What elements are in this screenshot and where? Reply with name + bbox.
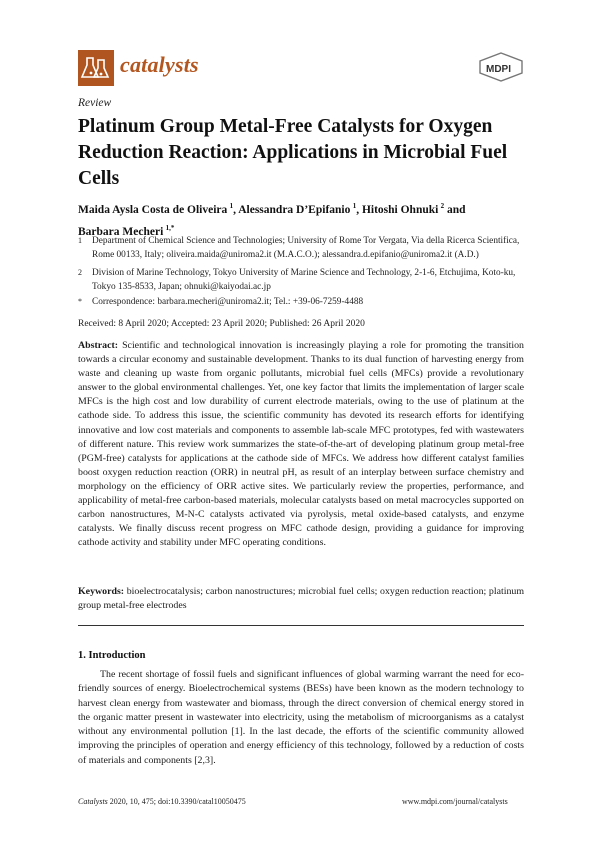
author-affiliation-mark: 1: [229, 202, 234, 210]
correspondence-text: Correspondence: barbara.mecheri@uniroma2.it; Tel.: +39-06-7259-4488: [92, 297, 364, 307]
journal-logo-icon: [78, 50, 114, 86]
author-name: Barbara Mecheri: [78, 225, 164, 238]
keywords-text: bioelectrocatalysis; carbon nanostructures; microbial fuel cells; oxygen reduction reaction; platinum group metal-free electrodes: [78, 586, 524, 612]
footer-journal: Catalysts: [78, 797, 108, 806]
abstract-text: Scientific and technological innovation is increasingly playing a role for promoting the transition towards a circular economy and sustainable development. Thanks to its dual function of harvesting energy from waste and cleaning up waste from organic pollutants, microbial fuel cells (MFCs) provide a revolutionary answer to the global environmental challenges. Yet, one key factor that limits the implementation of larger scale MFCs is the high cost and low durability of current electrode materials, owing to the use of platinum at the cathode side. To address this issue, the scientific community has devoted its research efforts for identifying innovative and low cost materials and components to assemble lab-scale MFC prototypes, fed with wastewaters of different nature. This review work summarizes the state-of-the-art of developing platinum group metal-free (PGM-free) catalysts for applications at the cathode side of MFCs. We address how different catalyst families boost oxygen reduction reaction (ORR) in neutral pH, as result of an interplay between surface chemistry and morphology on the efficiency of ORR active sites. We particularly review the properties, performance, and applicability of metal-free carbon-based materials, molecular catalysts based on metal macrocycles supported on carbon nanostructures, M-N-C catalysts activated via pyrolysis, metal oxide-based catalysts, and enzyme catalysts. We finally discuss recent progress on MFC cathode design, providing a guidance for improving cathode activity and stability under MFC operating conditions.: [78, 340, 524, 549]
author-name: Maida Aysla Costa de Oliveira: [78, 203, 228, 216]
affiliation-item: [78, 234, 524, 262]
affiliation-item: [78, 266, 524, 294]
publisher-name: MDPI: [486, 64, 511, 75]
article-type: Review: [78, 97, 112, 109]
journal-name: catalysts: [120, 52, 199, 77]
author-affiliation-mark: 2: [440, 202, 445, 210]
publication-dates: Received: 8 April 2020; Accepted: 23 April 2020; Published: 26 April 2020: [78, 319, 365, 329]
affiliation-text: Division of Marine Technology, Tokyo University of Marine Science and Technology, 2-1-6, Etchujima, Koto-ku, Tokyo 135-8533, Japan; ohnuki@kaiyodai.ac.jp: [92, 268, 516, 293]
affiliation-text: Department of Chemical Science and Technologies; University of Rome Tor Vergata, Via della Ricerca Scientifica, Rome 00133, Italy; oliveira.maida@uniroma2.it (M.A.C.O.); alessandra.d.epifanio@uniroma2.it (A.D.): [92, 236, 520, 261]
keywords-label: Keywords:: [78, 586, 125, 597]
abstract: [78, 339, 524, 550]
affiliation-mark: 2: [78, 268, 82, 277]
author-name: Alessandra D’Epifanio: [238, 203, 351, 216]
footer-url[interactable]: www.mdpi.com/journal/catalysts: [402, 797, 508, 806]
author-affiliation-mark: 1: [352, 202, 357, 210]
section-heading: 1. Introduction: [78, 650, 146, 661]
keywords: [78, 585, 524, 613]
author-conjunction: and: [447, 203, 466, 216]
paper-title: Platinum Group Metal-Free Catalysts for Oxygen Reduction Reaction: Applications in Microbial Fuel Cells: [78, 116, 508, 189]
introduction-paragraph: The recent shortage of fossil fuels and significant influences of global warming warrant the need for eco-friendly sources of energy. Bioelectrochemical systems (BESs) have been known as the modern technology to harvest clean energy from wastewater and biomass, through the direct conversion of chemical energy stored in the organic matter present in wastewater into electricity, using the metabolism of microorganisms as a catalyst without any environmental pollution [1]. In the last decade, the efforts of the scientific community allowed improving the principles of operation and energy efficiency of this technology, followed by a reduction of costs of materials and components [2,3].: [78, 669, 524, 766]
affiliation-mark: *: [78, 297, 82, 306]
author-affiliation-mark: 1,*: [165, 223, 175, 232]
abstract-label: Abstract:: [78, 340, 119, 351]
correspondence-item: [78, 295, 524, 309]
footer-citation: [78, 797, 246, 806]
footer-citation-details: 2020, 10, 475; doi:10.3390/catal10050475: [109, 797, 246, 806]
author-list: Maida Aysla Costa de Oliveira $^1$, Alessandra D’Epifanio $^1$, Hitoshi Ohnuki $^2$ and Barbara Mecheri $^{1,*}$: [78, 202, 466, 238]
section-divider: [78, 625, 524, 626]
affiliation-mark: 1: [78, 236, 82, 245]
author-name: Hitoshi Ohnuki: [361, 203, 439, 216]
